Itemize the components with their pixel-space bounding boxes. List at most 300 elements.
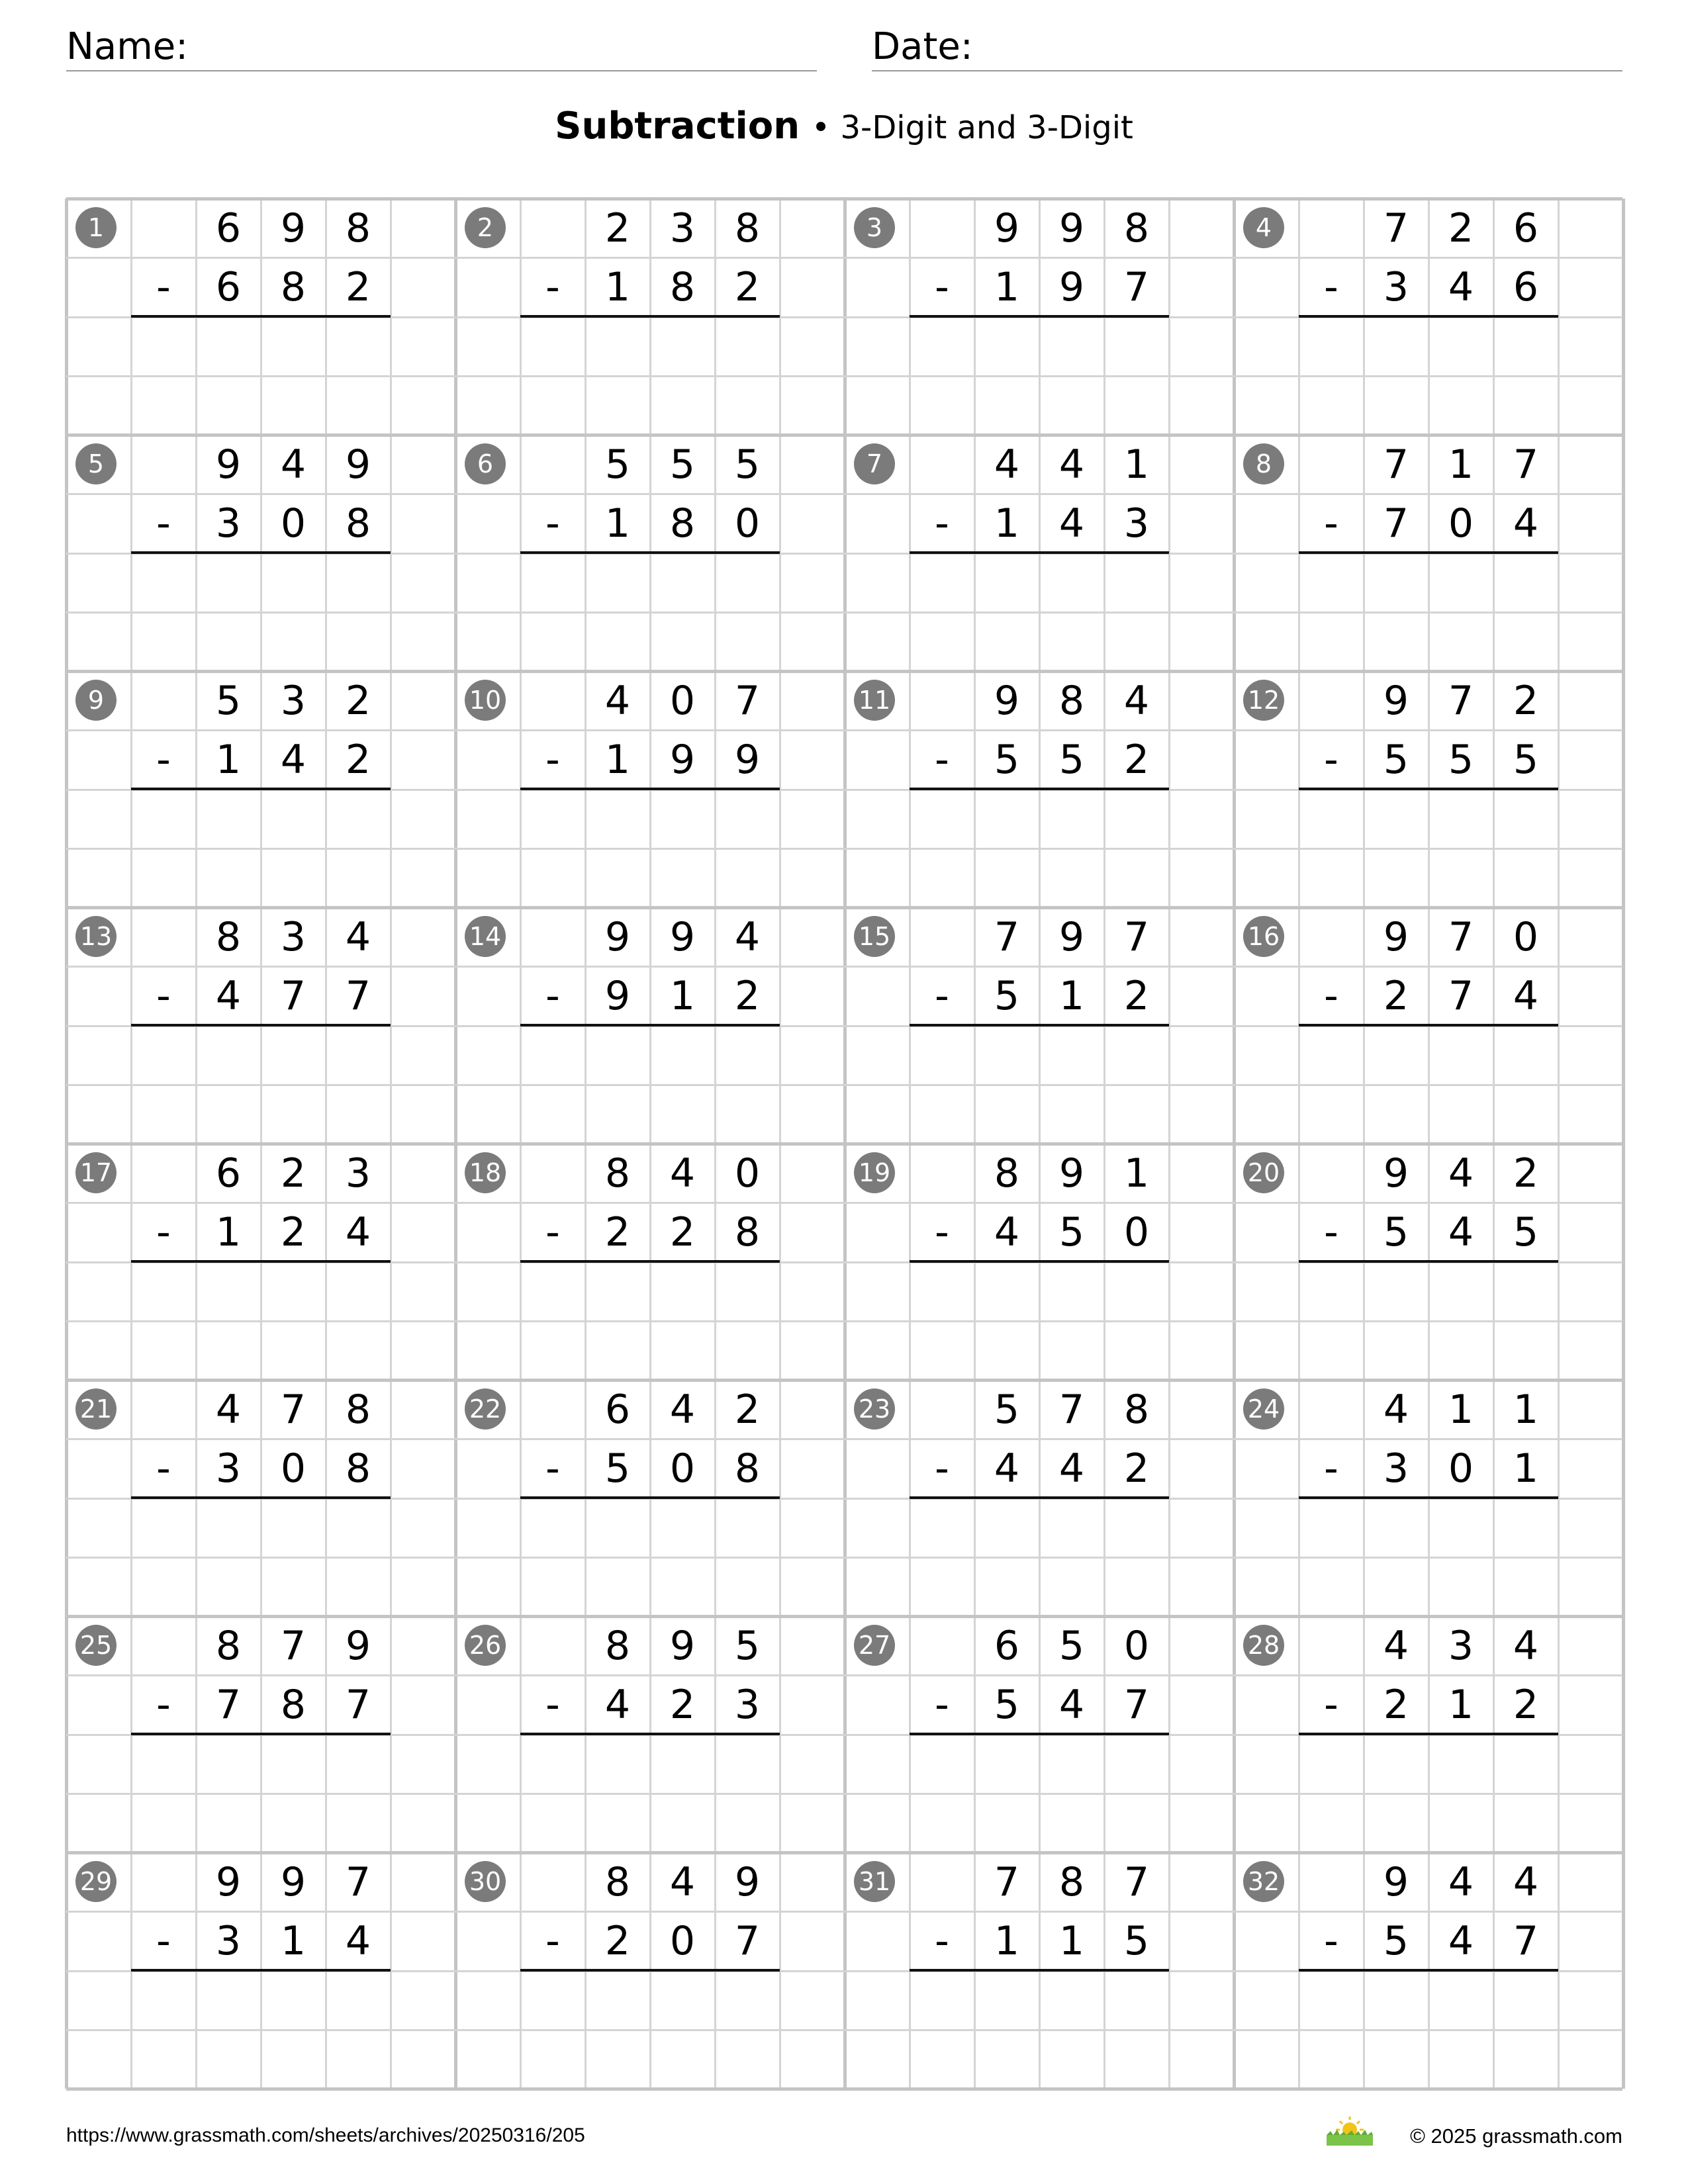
answer-cell[interactable] [974,1498,1039,1557]
subtrahend-digit: 5 [1513,736,1539,783]
subtrahend-digit: 1 [215,1208,242,1255]
minus-sign: - [156,972,171,1019]
answer-cell[interactable] [650,1735,715,1794]
minuend-digit: 4 [215,1386,242,1433]
problem-number-badge: 25 [75,1625,117,1666]
answer-cell[interactable] [650,1498,715,1557]
subtrahend-digit: 3 [215,1917,242,1964]
minuend-digit: 9 [604,913,631,960]
answer-cell[interactable] [910,1026,974,1085]
minuend-digit: 8 [734,205,761,251]
minus-sign: - [1324,1681,1338,1728]
problem-number-badge: 14 [465,916,506,957]
answer-cell[interactable] [650,1262,715,1321]
answer-cell[interactable] [131,1735,196,1794]
answer-cell[interactable] [910,1971,974,2030]
minus-sign: - [935,263,949,310]
minuend-digit: 4 [1448,1150,1474,1197]
answer-cell[interactable] [585,1735,650,1794]
subtrahend-digit: 2 [1383,1681,1409,1728]
answer-cell[interactable] [1039,1262,1104,1321]
subtrahend-digit: 2 [1513,1681,1539,1728]
subtrahend-digit: 6 [1513,263,1539,310]
answer-cell[interactable] [650,1971,715,2030]
minus-sign: - [1324,972,1338,1019]
subtrahend-digit: 4 [280,736,306,783]
answer-cell[interactable] [974,1735,1039,1794]
answer-cell[interactable] [1299,1735,1364,1794]
answer-cell[interactable] [196,317,261,376]
subtrahend-digit: 2 [734,263,761,310]
answer-cell[interactable] [585,1026,650,1085]
problem-number-badge: 11 [854,680,895,721]
subtrahend-digit: 6 [215,263,242,310]
problem-number-badge: 17 [75,1152,117,1193]
answer-cell[interactable] [1299,1026,1364,1085]
answer-cell[interactable] [1104,553,1169,612]
problem-number-badge: 31 [854,1861,895,1902]
minuend-digit: 4 [604,677,631,724]
answer-cell[interactable] [1299,553,1364,612]
subtrahend-digit: 7 [280,972,306,1019]
minus-sign: - [935,1208,949,1255]
answer-cell[interactable] [261,553,326,612]
answer-cell[interactable] [1104,1971,1169,2030]
answer-cell[interactable] [715,317,780,376]
subtrahend-digit: 9 [734,736,761,783]
answer-cell[interactable] [520,1026,585,1085]
answer-cell[interactable] [715,1498,780,1557]
subtrahend-digit: 5 [1383,1917,1409,1964]
minuend-digit: 2 [604,205,631,251]
answer-cell[interactable] [1364,317,1429,376]
minuend-digit: 5 [734,1622,761,1669]
answer-cell[interactable] [1039,1735,1104,1794]
subtrahend-digit: 7 [734,1917,761,1964]
answer-cell[interactable] [520,1735,585,1794]
answer-cell[interactable] [1493,317,1558,376]
subtrahend-digit: 7 [1448,972,1474,1019]
subtrahend-digit: 3 [1383,263,1409,310]
minuend-digit: 3 [669,205,696,251]
minus-sign: - [1324,500,1338,547]
answer-cell[interactable] [131,1971,196,2030]
minuend-digit: 0 [734,1150,761,1197]
answer-cell[interactable] [520,1262,585,1321]
subtrahend-digit: 4 [345,1208,371,1255]
answer-cell[interactable] [585,1971,650,2030]
subtrahend-digit: 7 [1383,500,1409,547]
minus-sign: - [156,1445,171,1492]
problem-number-badge: 2 [465,207,506,248]
minuend-digit: 9 [1383,1150,1409,1197]
answer-cell[interactable] [326,553,391,612]
answer-cell[interactable] [131,553,196,612]
subtrahend-digit: 5 [604,1445,631,1492]
answer-cell[interactable] [131,1262,196,1321]
name-label: Name: [66,25,189,68]
answer-cell[interactable] [131,317,196,376]
subtrahend-digit: 5 [1058,1208,1085,1255]
answer-cell[interactable] [520,790,585,848]
answer-cell[interactable] [131,1026,196,1085]
answer-cell[interactable] [1493,1735,1558,1794]
minuend-digit: 9 [734,1858,761,1905]
answer-cell[interactable] [1299,1971,1364,2030]
answer-cell[interactable] [196,553,261,612]
subtrahend-digit: 5 [1383,1208,1409,1255]
problem-number-badge: 27 [854,1625,895,1666]
minuend-digit: 8 [215,913,242,960]
answer-cell[interactable] [326,1735,391,1794]
answer-cell[interactable] [585,1262,650,1321]
minuend-digit: 9 [1058,205,1085,251]
minuend-digit: 7 [280,1386,306,1433]
answer-cell[interactable] [1493,1971,1558,2030]
minuend-digit: 8 [1058,677,1085,724]
answer-cell[interactable] [1364,553,1429,612]
minus-sign: - [935,1445,949,1492]
answer-cell[interactable] [1429,553,1493,612]
minuend-digit: 7 [734,677,761,724]
minus-sign: - [1324,263,1338,310]
subtrahend-digit: 2 [669,1681,696,1728]
answer-cell[interactable] [196,790,261,848]
minuend-digit: 6 [215,1150,242,1197]
minus-sign: - [545,1917,560,1964]
answer-cell[interactable] [1039,1026,1104,1085]
date-field[interactable] [872,24,1622,71]
answer-cell[interactable] [1299,790,1364,848]
subtrahend-digit: 8 [734,1208,761,1255]
subtrahend-digit: 4 [994,1208,1020,1255]
minuend-digit: 2 [1448,205,1474,251]
answer-cell[interactable] [1364,790,1429,848]
minuend-digit: 9 [215,1858,242,1905]
minus-sign: - [156,1917,171,1964]
minuend-digit: 1 [1513,1386,1539,1433]
answer-cell[interactable] [261,1262,326,1321]
minus-sign: - [545,1208,560,1255]
subtrahend-digit: 4 [1448,1208,1474,1255]
answer-cell[interactable] [1493,1262,1558,1321]
answer-cell[interactable] [326,1026,391,1085]
answer-cell[interactable] [326,317,391,376]
subtrahend-digit: 2 [1123,736,1150,783]
answer-cell[interactable] [1104,1735,1169,1794]
answer-cell[interactable] [196,1498,261,1557]
minuend-digit: 8 [345,205,371,251]
answer-cell[interactable] [1104,790,1169,848]
answer-cell[interactable] [650,553,715,612]
answer-cell[interactable] [261,1735,326,1794]
problem-number-badge: 9 [75,680,117,721]
answer-cell[interactable] [585,317,650,376]
worksheet-title-row [0,105,1688,148]
answer-cell[interactable] [1429,790,1493,848]
answer-cell[interactable] [1364,1971,1429,2030]
problem-number-badge: 20 [1243,1152,1284,1193]
answer-cell[interactable] [910,1735,974,1794]
answer-cell[interactable] [1039,1971,1104,2030]
subtrahend-digit: 5 [1123,1917,1150,1964]
subtrahend-digit: 4 [1448,263,1474,310]
subtrahend-digit: 0 [669,1445,696,1492]
subtrahend-digit: 4 [1448,1917,1474,1964]
answer-cell[interactable] [1299,1262,1364,1321]
answer-cell[interactable] [1104,1026,1169,1085]
minuend-digit: 7 [1123,913,1150,960]
subtrahend-digit: 1 [604,736,631,783]
subtrahend-digit: 2 [734,972,761,1019]
subtrahend-digit: 9 [669,736,696,783]
subtrahend-digit: 1 [604,263,631,310]
answer-cell[interactable] [974,1262,1039,1321]
answer-cell[interactable] [196,1735,261,1794]
answer-cell[interactable] [1493,790,1558,848]
minuend-digit: 2 [1513,677,1539,724]
minuend-digit: 9 [1383,677,1409,724]
minuend-digit: 7 [1448,677,1474,724]
subtrahend-digit: 5 [1058,736,1085,783]
subtrahend-digit: 5 [994,1681,1020,1728]
minus-sign: - [1324,1917,1338,1964]
answer-cell[interactable] [520,553,585,612]
minus-sign: - [935,1917,949,1964]
subtrahend-digit: 8 [669,500,696,547]
minus-sign: - [1324,736,1338,783]
answer-cell[interactable] [715,1971,780,2030]
grass-sun-logo-icon [1325,2115,1374,2147]
minus-sign: - [545,1681,560,1728]
subtrahend-digit: 4 [1058,1681,1085,1728]
answer-cell[interactable] [1429,1498,1493,1557]
subtrahend-digit: 5 [1448,736,1474,783]
answer-cell[interactable] [131,790,196,848]
answer-cell[interactable] [326,790,391,848]
minuend-digit: 8 [994,1150,1020,1197]
minuend-digit: 5 [734,441,761,488]
answer-cell[interactable] [261,1026,326,1085]
minuend-digit: 9 [1058,1150,1085,1197]
answer-cell[interactable] [585,1498,650,1557]
answer-cell[interactable] [715,553,780,612]
answer-cell[interactable] [650,790,715,848]
answer-cell[interactable] [974,317,1039,376]
answer-cell[interactable] [650,1026,715,1085]
minuend-digit: 9 [994,677,1020,724]
answer-cell[interactable] [585,790,650,848]
minuend-digit: 7 [1448,913,1474,960]
minuend-digit: 8 [215,1622,242,1669]
subtrahend-digit: 0 [1448,500,1474,547]
minuend-digit: 3 [280,677,306,724]
subtrahend-digit: 8 [345,1445,371,1492]
answer-cell[interactable] [1429,1262,1493,1321]
answer-cell[interactable] [1493,1026,1558,1085]
answer-cell[interactable] [1429,317,1493,376]
answer-cell[interactable] [261,317,326,376]
subtrahend-digit: 3 [215,1445,242,1492]
answer-cell[interactable] [1493,1498,1558,1557]
answer-cell[interactable] [326,1498,391,1557]
minuend-digit: 4 [1513,1858,1539,1905]
subtrahend-digit: 8 [345,500,371,547]
subtrahend-digit: 1 [1448,1681,1474,1728]
answer-cell[interactable] [1364,1498,1429,1557]
answer-cell[interactable] [585,553,650,612]
worksheet-title: Subtraction [555,105,800,148]
subtrahend-digit: 0 [734,500,761,547]
subtrahend-digit: 0 [669,1917,696,1964]
answer-cell[interactable] [520,317,585,376]
minuend-digit: 2 [1513,1150,1539,1197]
subtrahend-digit: 3 [1123,500,1150,547]
subtrahend-digit: 1 [215,736,242,783]
answer-cell[interactable] [261,1971,326,2030]
problem-number-badge: 24 [1243,1388,1284,1430]
minuend-digit: 8 [1058,1858,1085,1905]
minuend-digit: 7 [1513,441,1539,488]
minuend-digit: 4 [1513,1622,1539,1669]
problem-number-badge: 16 [1243,916,1284,957]
answer-cell[interactable] [326,1971,391,2030]
answer-cell[interactable] [1299,1498,1364,1557]
answer-cell[interactable] [1429,1971,1493,2030]
minuend-digit: 4 [1383,1386,1409,1433]
subtrahend-digit: 0 [280,500,306,547]
minus-sign: - [545,736,560,783]
answer-cell[interactable] [196,1026,261,1085]
answer-cell[interactable] [910,1262,974,1321]
answer-cell[interactable] [715,1735,780,1794]
subtrahend-digit: 1 [669,972,696,1019]
answer-cell[interactable] [974,1971,1039,2030]
answer-cell[interactable] [715,1262,780,1321]
answer-cell[interactable] [1104,1498,1169,1557]
answer-cell[interactable] [1104,1262,1169,1321]
subtrahend-digit: 0 [280,1445,306,1492]
answer-cell[interactable] [1299,317,1364,376]
answer-cell[interactable] [910,553,974,612]
subtrahend-digit: 7 [215,1681,242,1728]
answer-cell[interactable] [131,1498,196,1557]
subtrahend-digit: 4 [1513,500,1539,547]
subtrahend-digit: 4 [994,1445,1020,1492]
minuend-digit: 9 [669,913,696,960]
minuend-digit: 1 [1123,1150,1150,1197]
answer-cell[interactable] [974,790,1039,848]
minuend-digit: 9 [1383,913,1409,960]
answer-cell[interactable] [1039,317,1104,376]
subtrahend-digit: 1 [1058,1917,1085,1964]
answer-cell[interactable] [261,790,326,848]
minuend-digit: 5 [604,441,631,488]
minus-sign: - [545,1445,560,1492]
answer-cell[interactable] [196,1262,261,1321]
minus-sign: - [156,736,171,783]
minuend-digit: 7 [280,1622,306,1669]
name-field[interactable] [66,24,817,71]
subtrahend-digit: 4 [604,1681,631,1728]
subtrahend-digit: 8 [280,263,306,310]
minus-sign: - [156,263,171,310]
answer-cell[interactable] [974,553,1039,612]
answer-cell[interactable] [910,790,974,848]
minuend-digit: 4 [734,913,761,960]
answer-cell[interactable] [974,1026,1039,1085]
minuend-digit: 8 [604,1858,631,1905]
answer-cell[interactable] [1104,317,1169,376]
minuend-digit: 2 [280,1150,306,1197]
answer-cell[interactable] [520,1498,585,1557]
minuend-digit: 6 [994,1622,1020,1669]
answer-cell[interactable] [196,1971,261,2030]
answer-cell[interactable] [1039,790,1104,848]
minuend-digit: 5 [1058,1622,1085,1669]
subtrahend-digit: 3 [1383,1445,1409,1492]
answer-cell[interactable] [1364,1735,1429,1794]
answer-cell[interactable] [1039,553,1104,612]
answer-cell[interactable] [715,1026,780,1085]
minuend-digit: 6 [215,205,242,251]
answer-cell[interactable] [261,1498,326,1557]
subtrahend-digit: 2 [669,1208,696,1255]
minuend-digit: 9 [1058,913,1085,960]
subtrahend-digit: 0 [1123,1208,1150,1255]
minuend-digit: 6 [1513,205,1539,251]
subtrahend-digit: 2 [1123,972,1150,1019]
subtrahend-digit: 2 [604,1917,631,1964]
minuend-digit: 0 [1123,1622,1150,1669]
minus-sign: - [935,1681,949,1728]
answer-cell[interactable] [326,1262,391,1321]
answer-cell[interactable] [650,317,715,376]
minuend-digit: 8 [1123,1386,1150,1433]
answer-cell[interactable] [715,790,780,848]
problem-number-badge: 13 [75,916,117,957]
minuend-digit: 5 [669,441,696,488]
answer-cell[interactable] [1364,1026,1429,1085]
minuend-digit: 9 [345,1622,371,1669]
problem-number-badge: 29 [75,1861,117,1902]
answer-cell[interactable] [910,1498,974,1557]
subtrahend-digit: 7 [1123,1681,1150,1728]
minuend-digit: 4 [669,1386,696,1433]
answer-cell[interactable] [1429,1735,1493,1794]
answer-cell[interactable] [520,1971,585,2030]
minuend-digit: 7 [994,913,1020,960]
subtrahend-digit: 7 [1513,1917,1539,1964]
minuend-digit: 7 [345,1858,371,1905]
minuend-digit: 1 [1123,441,1150,488]
subtrahend-digit: 4 [1513,972,1539,1019]
answer-cell[interactable] [1364,1262,1429,1321]
subtrahend-digit: 4 [1058,1445,1085,1492]
minuend-digit: 4 [1448,1858,1474,1905]
subtrahend-digit: 0 [1448,1445,1474,1492]
answer-cell[interactable] [1493,553,1558,612]
subtrahend-digit: 1 [1058,972,1085,1019]
minuend-digit: 4 [1383,1622,1409,1669]
subtrahend-digit: 8 [669,263,696,310]
answer-cell[interactable] [1429,1026,1493,1085]
answer-cell[interactable] [1039,1498,1104,1557]
subtrahend-digit: 5 [994,736,1020,783]
answer-cell[interactable] [910,317,974,376]
problem-number-badge: 32 [1243,1861,1284,1902]
minus-sign: - [545,972,560,1019]
